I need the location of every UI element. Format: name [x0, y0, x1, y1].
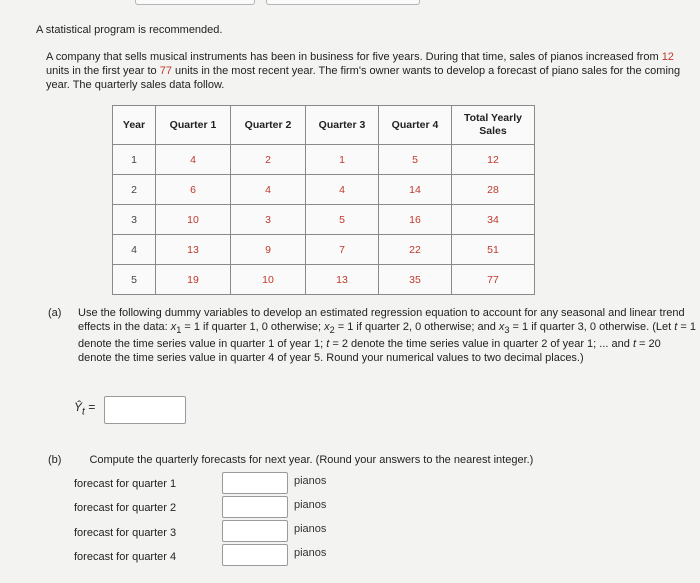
table-row [113, 205, 535, 235]
table-row [113, 145, 535, 175]
forecast-q2-input[interactable] [222, 496, 288, 518]
cell-q2: 10 [231, 265, 306, 295]
top-tabs [0, 0, 700, 6]
cell-q2: 2 [231, 145, 306, 175]
cell-q3: 5 [306, 205, 379, 235]
table-row [113, 235, 535, 265]
forecast-q4-label: forecast for quarter 4 [74, 551, 177, 563]
first-year-units: 12 [661, 51, 674, 63]
cell-year: 5 [113, 265, 156, 295]
part-a-label: (a) [48, 307, 62, 319]
forecast-q3-unit: pianos [294, 523, 327, 535]
top-tab-left[interactable] [135, 0, 255, 5]
cell-total: 34 [452, 205, 535, 235]
problem-statement: A company that sells musical instruments has been in business for five years. During that time, sales of pianos increased from 12 units in the first year to 77 units in the most recent year. The firm's owner wants to develop a forecast of piano sales for the coming year. The quarterly sales data follow. [46, 51, 681, 91]
table-row [113, 265, 535, 295]
header-quarter-1: Quarter 1 [156, 106, 231, 145]
part-b-question [48, 454, 533, 466]
forecast-q1-unit: pianos [294, 475, 327, 487]
forecast-q1-input[interactable] [222, 472, 288, 494]
cell-total: 77 [452, 265, 535, 295]
cell-q4: 16 [379, 205, 452, 235]
cell-year: 3 [113, 205, 156, 235]
forecast-q3-label: forecast for quarter 3 [74, 527, 177, 539]
table-row [113, 175, 535, 205]
cell-q2: 4 [231, 175, 306, 205]
header-quarter-3: Quarter 3 [306, 106, 379, 145]
cell-q3: 13 [306, 265, 379, 295]
sales-data-table [112, 105, 535, 295]
cell-q2: 9 [231, 235, 306, 265]
cell-year: 4 [113, 235, 156, 265]
yhat-label: $Ŷ_t$ = [74, 400, 96, 418]
cell-q3: 7 [306, 235, 379, 265]
cell-q4: 14 [379, 175, 452, 205]
cell-year: 1 [113, 145, 156, 175]
forecast-q4-unit: pianos [294, 547, 327, 559]
cell-q1: 19 [156, 265, 231, 295]
cell-q3: 4 [306, 175, 379, 205]
cell-q4: 5 [379, 145, 452, 175]
cell-q1: 10 [156, 205, 231, 235]
cell-q4: 22 [379, 235, 452, 265]
cell-year: 2 [113, 175, 156, 205]
header-year: Year [113, 106, 156, 145]
cell-q1: 13 [156, 235, 231, 265]
intro-text: A statistical program is recommended. [36, 24, 223, 36]
header-quarter-4: Quarter 4 [379, 106, 452, 145]
header-quarter-2: Quarter 2 [231, 106, 306, 145]
cell-q1: 6 [156, 175, 231, 205]
part-b-label: (b) [48, 454, 62, 466]
forecast-q2-label: forecast for quarter 2 [74, 502, 177, 514]
cell-q2: 3 [231, 205, 306, 235]
cell-total: 28 [452, 175, 535, 205]
cell-q4: 35 [379, 265, 452, 295]
part-a-question [48, 306, 696, 365]
forecast-q1-label: forecast for quarter 1 [74, 478, 177, 490]
regression-equation-input[interactable] [104, 396, 186, 424]
table-header-row [113, 106, 535, 145]
cell-total: 12 [452, 145, 535, 175]
cell-q3: 1 [306, 145, 379, 175]
cell-total: 51 [452, 235, 535, 265]
cell-q1: 4 [156, 145, 231, 175]
forecast-q4-input[interactable] [222, 544, 288, 566]
part-b-text: Compute the quarterly forecasts for next year. (Round your answers to the nearest integer.) [89, 454, 534, 466]
header-total-yearly-sales: Total Yearly Sales [452, 106, 535, 145]
forecast-q3-input[interactable] [222, 520, 288, 542]
recent-year-units: 77 [159, 65, 172, 77]
part-a-text: Use the following dummy variables to develop an estimated regression equation to account for any seasonal and linear trend effects in the data: $x_1 = 1$ if quarter 1, 0 otherwise; $x_2 = 1$ if quarter 2, 0 otherwise; and $x_3 = 1$ if quarter 3, 0 otherwise. (Let t = 1 denote the time series value in quarter 1 of year 1; t = 2 denote the time series value in quarter 2 of year 1; ... and t = 20 denote the time series value in quarter 4 of year 5. Round your numerical values to two decimal places.) [78, 307, 696, 365]
top-tab-right[interactable] [266, 0, 420, 5]
forecast-q2-unit: pianos [294, 499, 327, 511]
